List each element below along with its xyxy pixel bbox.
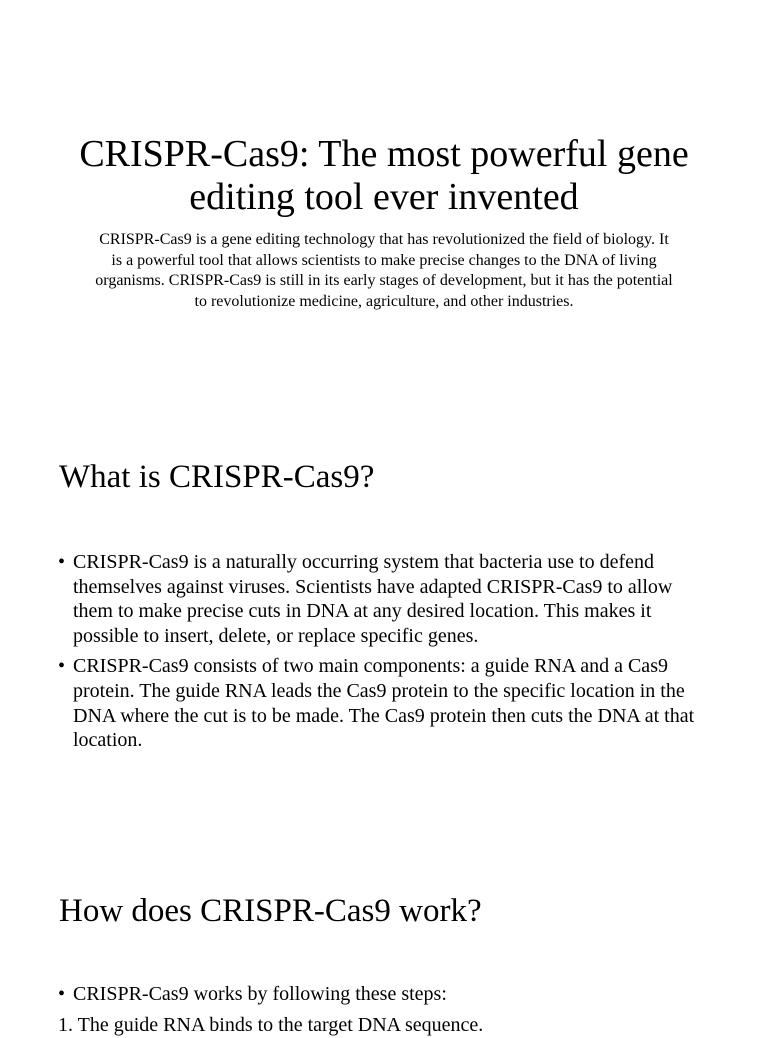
bullet-text: CRISPR-Cas9 is a naturally occurring system that bacteria use to defend themselves against viruses. Scientists have adapted CRISPR-Cas9 to allow them to make precise cuts in DNA at any desired location. This makes it possible to insert, delete, or replace specific genes. [73,551,673,647]
bullet-icon: • [58,983,66,1005]
bullet-text: CRISPR-Cas9 consists of two main components: a guide RNA and a Cas9 protein. The guide RNA leads the Cas9 protein to the specific location in the DNA where the cut is to be made. The Cas9 protein then cuts the DNA at that location. [73,655,695,752]
title-slide [0,0,768,390]
presentation-title: CRISPR-Cas9: The most powerful gene editing tool ever invented [79,133,689,218]
bullet-item [58,982,708,1007]
presentation-subtitle: CRISPR-Cas9 is a gene editing technology that has revolutionized the field of biology. It is a powerful tool that allows scientists to make precise changes to the DNA of living organisms. CRISPR-Cas9 is still in its early stages of development, but it has the potential to revolutionize medicine, agriculture, and other industries. [95,231,673,310]
how-works-bullet-list [58,982,708,1013]
what-is-bullet-list [58,550,708,759]
bullet-item [58,550,708,648]
what-is-slide [0,390,768,870]
step-item: 1. The guide RNA binds to the target DNA sequence. [58,1014,484,1036]
bullet-text: CRISPR-Cas9 works by following these steps: [73,983,447,1005]
how-works-heading: How does CRISPR-Cas9 work? [59,893,482,929]
what-is-heading: What is CRISPR-Cas9? [59,459,375,495]
bullet-item [58,654,708,752]
bullet-icon: • [58,655,66,678]
how-works-slide [0,870,768,1036]
bullet-icon: • [58,551,66,573]
